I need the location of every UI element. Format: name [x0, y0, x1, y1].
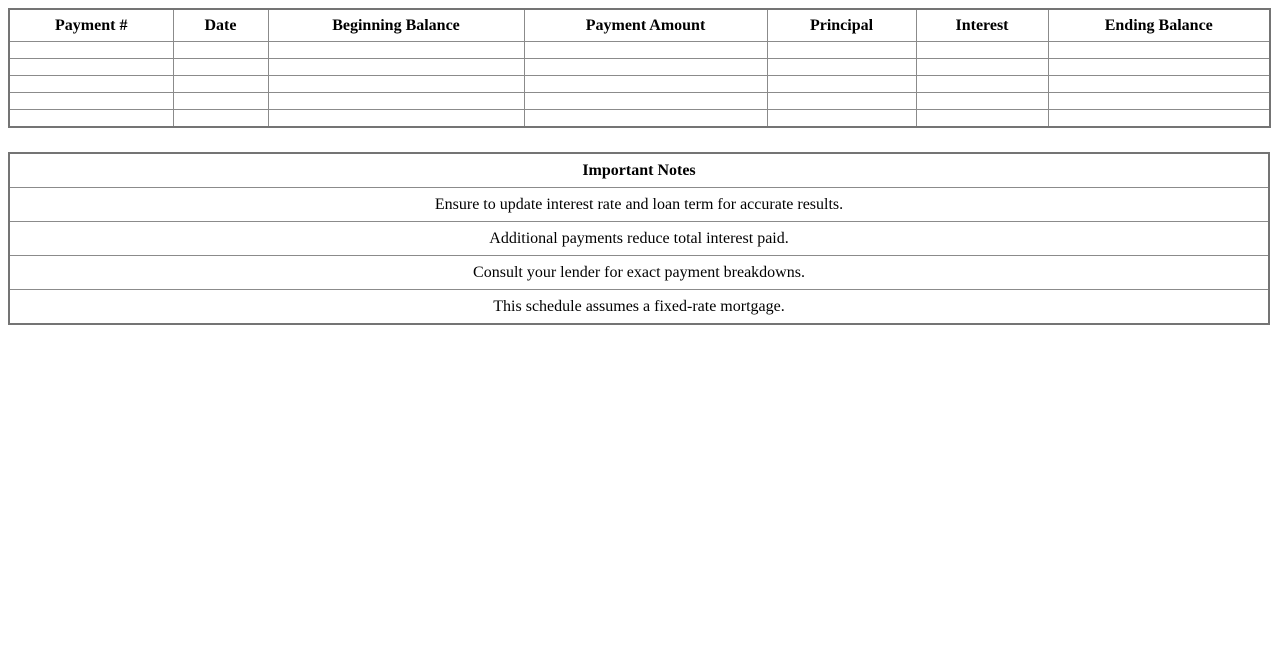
schedule-empty-cell [173, 76, 268, 93]
note-text: Ensure to update interest rate and loan term for accurate results. [9, 188, 1269, 222]
schedule-empty-cell [268, 76, 524, 93]
schedule-empty-cell [767, 59, 916, 76]
schedule-empty-cell [9, 42, 173, 59]
schedule-empty-cell [524, 110, 767, 128]
schedule-header-row [9, 9, 1270, 42]
schedule-empty-cell [767, 42, 916, 59]
schedule-empty-cell [1048, 110, 1270, 128]
schedule-empty-cell [1048, 42, 1270, 59]
schedule-empty-cell [9, 76, 173, 93]
schedule-empty-row [9, 93, 1270, 110]
schedule-empty-cell [173, 42, 268, 59]
schedule-empty-cell [268, 110, 524, 128]
schedule-empty-cell [268, 59, 524, 76]
schedule-empty-cell [173, 110, 268, 128]
schedule-empty-cell [1048, 93, 1270, 110]
note-text: Additional payments reduce total interest paid. [9, 222, 1269, 256]
schedule-empty-cell [9, 93, 173, 110]
schedule-header-ending-balance: Ending Balance [1048, 9, 1270, 42]
notes-title: Important Notes [9, 153, 1269, 188]
schedule-empty-cell [916, 42, 1048, 59]
schedule-empty-cell [9, 110, 173, 128]
schedule-header-principal: Principal [767, 9, 916, 42]
schedule-header-payment-amount: Payment Amount [524, 9, 767, 42]
schedule-empty-cell [767, 93, 916, 110]
schedule-empty-cell [767, 76, 916, 93]
schedule-empty-cell [1048, 59, 1270, 76]
schedule-empty-cell [173, 59, 268, 76]
schedule-header-beginning-balance: Beginning Balance [268, 9, 524, 42]
schedule-empty-row [9, 76, 1270, 93]
schedule-header-interest: Interest [916, 9, 1048, 42]
schedule-empty-cell [524, 76, 767, 93]
note-row [9, 256, 1269, 290]
schedule-empty-cell [916, 110, 1048, 128]
schedule-header-date: Date [173, 9, 268, 42]
schedule-empty-cell [524, 42, 767, 59]
schedule-empty-cell [524, 59, 767, 76]
schedule-empty-row [9, 59, 1270, 76]
schedule-empty-cell [1048, 76, 1270, 93]
schedule-empty-row [9, 42, 1270, 59]
schedule-header-payment-number: Payment # [9, 9, 173, 42]
schedule-empty-cell [916, 59, 1048, 76]
schedule-empty-cell [916, 93, 1048, 110]
note-text: This schedule assumes a fixed-rate mortgage. [9, 290, 1269, 325]
note-row [9, 222, 1269, 256]
notes-title-row [9, 153, 1269, 188]
schedule-empty-cell [916, 76, 1048, 93]
schedule-empty-cell [173, 93, 268, 110]
schedule-empty-row [9, 110, 1270, 128]
schedule-empty-cell [268, 93, 524, 110]
schedule-empty-cell [268, 42, 524, 59]
schedule-empty-cell [9, 59, 173, 76]
note-row [9, 290, 1269, 325]
note-text: Consult your lender for exact payment breakdowns. [9, 256, 1269, 290]
notes-table [8, 152, 1270, 325]
amortization-schedule-table [8, 8, 1271, 128]
note-row [9, 188, 1269, 222]
schedule-empty-cell [524, 93, 767, 110]
schedule-empty-cell [767, 110, 916, 128]
